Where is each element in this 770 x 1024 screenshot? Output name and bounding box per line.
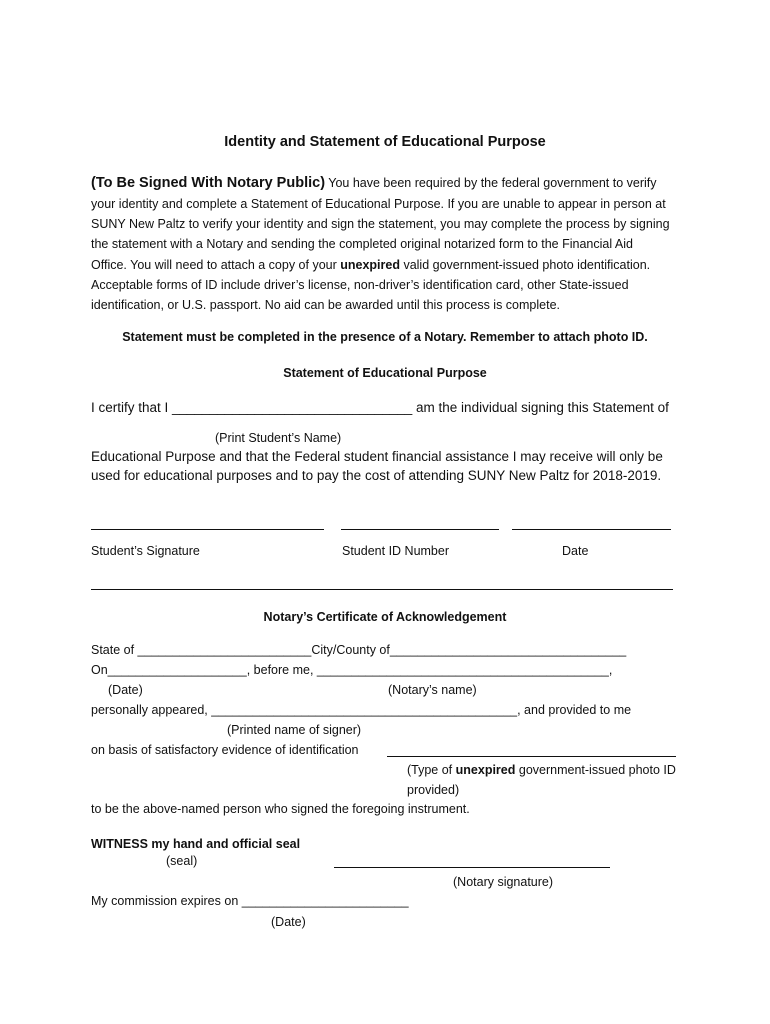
certify-line: used for educational purposes and to pay the cost of attending SUNY New Paltz for 2018-2019. xyxy=(91,468,662,483)
notary-signature-caption: (Notary signature) xyxy=(453,875,554,889)
intro-text: valid government-issued photo identification. xyxy=(399,257,651,272)
certify-line: Educational Purpose and that the Federal student financial assistance I may receive will only be xyxy=(91,449,663,464)
state-county-line[interactable]: State of _________________________City/County of__________________________________ xyxy=(91,643,627,657)
notary-notice: Statement must be completed in the presence of a Notary. Remember to attach photo ID. xyxy=(122,330,648,344)
student-id-line[interactable] xyxy=(341,529,499,530)
intro-text: SUNY New Paltz to verify your identity and sign the statement, you may complete the process by signing xyxy=(91,217,670,232)
intro-text: the statement with a Notary and sending the completed original notarized form to the Financial Aid xyxy=(91,237,633,252)
unexpired-emphasis: unexpired xyxy=(340,257,400,272)
intro-paragraph xyxy=(91,172,691,315)
intro-text: Office. You will need to attach a copy of your xyxy=(91,257,341,272)
intro-text: Acceptable forms of ID include driver’s license, non-driver’s identification card, other State-issued xyxy=(91,277,629,292)
intro-text: your identity and complete a Statement of Educational Purpose. If you are unable to appear in person at xyxy=(91,197,666,211)
foregoing-line: to be the above-named person who signed the foregoing instrument. xyxy=(91,802,470,816)
id-type-line[interactable] xyxy=(387,756,676,757)
commission-date-caption: (Date) xyxy=(271,915,306,929)
student-signature-line[interactable] xyxy=(91,529,324,530)
id-caption-provided: provided) xyxy=(407,783,460,797)
intro-text: identification, or U.S. passport. No aid can be awarded until this process is complete. xyxy=(91,298,560,313)
certify-line: I certify that I ________________________________ am the individual signing this Statement of xyxy=(91,400,669,415)
page-title: Identity and Statement of Educational Purpose xyxy=(224,134,546,150)
id-type-caption xyxy=(407,762,676,778)
printed-name-caption: (Printed name of signer) xyxy=(227,723,362,737)
date-caption: (Date) xyxy=(108,683,143,697)
statement-heading: Statement of Educational Purpose xyxy=(283,366,487,380)
intro-lead: (To Be Signed With Notary Public) xyxy=(91,175,326,191)
student-signature-label: Student’s Signature xyxy=(91,544,200,558)
notary-heading: Notary’s Certificate of Acknowledgement xyxy=(263,610,507,624)
print-name-caption: (Print Student’s Name) xyxy=(215,431,342,445)
notary-signature-line[interactable] xyxy=(334,867,610,868)
on-date-line[interactable]: On____________________, before me, __________________________________________, xyxy=(91,663,613,677)
appeared-line[interactable]: personally appeared, ____________________________________________, and provided to me xyxy=(91,703,632,717)
basis-line: on basis of satisfactory evidence of identification xyxy=(91,743,359,757)
seal-caption: (seal) xyxy=(166,854,198,868)
date-label: Date xyxy=(562,544,589,558)
student-id-label: Student ID Number xyxy=(342,544,449,558)
notary-name-caption: (Notary’s name) xyxy=(388,683,477,697)
date-line[interactable] xyxy=(512,529,671,530)
id-caption-text: (Type of xyxy=(407,763,456,777)
section-divider xyxy=(91,589,673,590)
witness-line: WITNESS my hand and official seal xyxy=(91,837,301,851)
unexpired-emphasis: unexpired xyxy=(455,763,516,777)
commission-line[interactable]: My commission expires on ________________________ xyxy=(91,894,409,908)
intro-text: You have been required by the federal government to verify xyxy=(325,176,657,190)
id-caption-text: government-issued photo ID xyxy=(515,763,676,777)
